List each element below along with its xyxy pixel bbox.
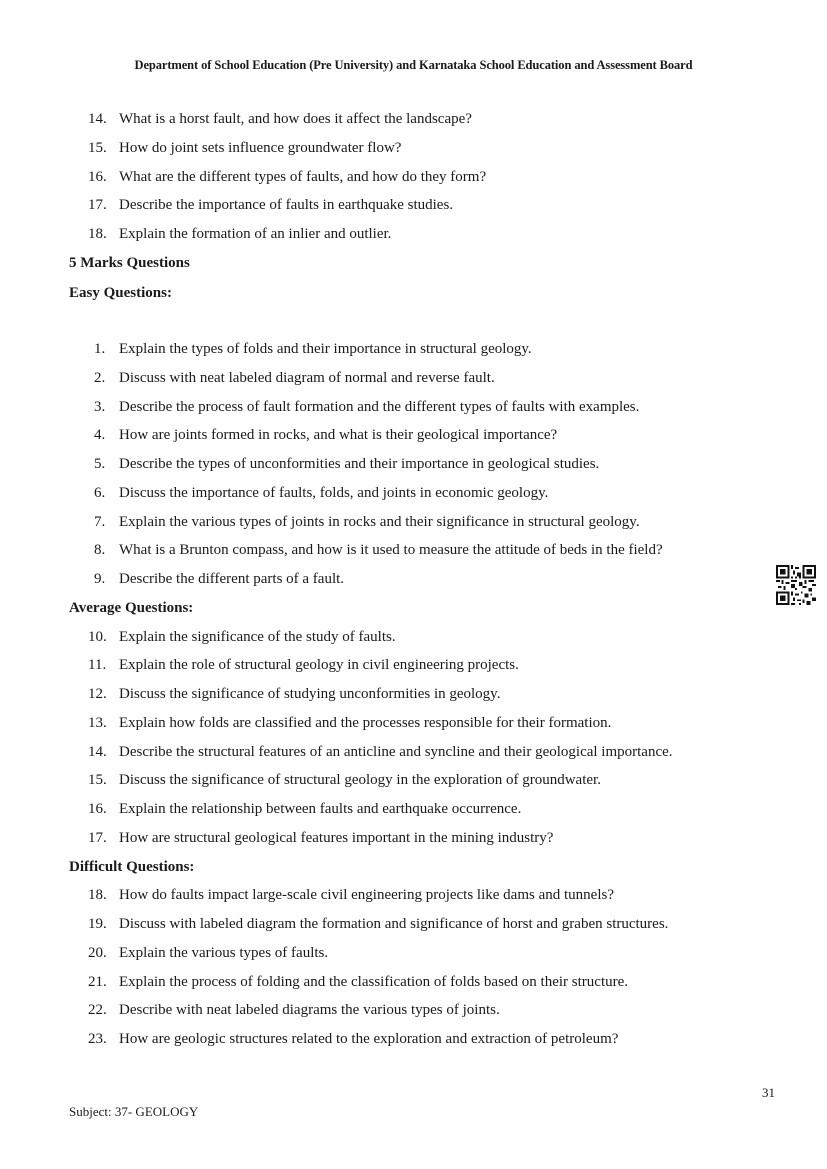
question-text: Describe the different parts of a fault. (119, 571, 345, 587)
question-text: Discuss with neat labeled diagram of normal and reverse fault. (119, 370, 495, 386)
question-number: 8. (94, 542, 106, 558)
question-number: 20. (88, 945, 107, 961)
question-number: 1. (94, 341, 106, 357)
footer-subject: Subject: 37- GEOLOGY (69, 1104, 199, 1119)
question-text: Explain the various types of faults. (119, 945, 329, 961)
page-header-title: Department of School Education (Pre University) and Karnataka School Education and Assessment Board (134, 58, 693, 72)
question-text: Describe the types of unconformities and their importance in geological studies. (119, 456, 600, 472)
question-number: 12. (88, 686, 107, 702)
question-number: 18. (88, 887, 107, 903)
question-number: 3. (94, 399, 106, 415)
question-text: Explain the formation of an inlier and outlier. (119, 226, 392, 242)
question-number: 2. (94, 370, 106, 386)
question-text: Describe the structural features of an anticline and syncline and their geological importance. (119, 744, 673, 760)
question-text: Discuss the significance of structural geology in the exploration of groundwater. (119, 772, 601, 788)
question-text: Explain the types of folds and their importance in structural geology. (119, 341, 532, 357)
question-text: Discuss the significance of studying unconformities in geology. (119, 686, 501, 702)
average-heading: Average Questions: (69, 600, 194, 616)
easy-heading: Easy Questions: (69, 285, 172, 301)
question-number: 18. (88, 226, 107, 242)
question-number: 19. (88, 916, 107, 932)
question-text: Explain the relationship between faults and earthquake occurrence. (119, 801, 522, 817)
question-number: 17. (88, 830, 107, 846)
question-number: 15. (88, 140, 107, 156)
section-title: 5 Marks Questions (69, 255, 190, 271)
question-number: 5. (94, 456, 106, 472)
question-number: 22. (88, 1002, 107, 1018)
question-number: 11. (88, 657, 107, 673)
question-text: Discuss the importance of faults, folds, and joints in economic geology. (119, 485, 549, 501)
question-number: 17. (88, 197, 107, 213)
question-text: Explain the process of folding and the classification of folds based on their structure. (119, 974, 629, 990)
difficult-heading: Difficult Questions: (69, 859, 195, 875)
question-text: Explain the significance of the study of faults. (119, 629, 396, 645)
question-text: What are the different types of faults, and how do they form? (119, 169, 487, 185)
question-number: 14. (88, 111, 107, 127)
question-text: How are joints formed in rocks, and what is their geological importance? (119, 427, 558, 443)
question-number: 23. (88, 1031, 107, 1047)
question-text: How do joint sets influence groundwater flow? (119, 140, 402, 156)
question-text: How are structural geological features important in the mining industry? (119, 830, 554, 846)
question-text: Explain how folds are classified and the processes responsible for their formation. (119, 715, 612, 731)
question-text: Describe the process of fault formation and the different types of faults with examples. (119, 399, 640, 415)
question-number: 10. (88, 629, 107, 645)
question-text: Describe with neat labeled diagrams the various types of joints. (119, 1002, 500, 1018)
question-number: 13. (88, 715, 107, 731)
question-number: 14. (88, 744, 107, 760)
question-number: 9. (94, 571, 106, 587)
question-number: 16. (88, 801, 107, 817)
question-text: Explain the various types of joints in rocks and their significance in structural geology. (119, 514, 640, 530)
question-text: Describe the importance of faults in earthquake studies. (119, 197, 454, 213)
question-number: 7. (94, 514, 106, 530)
question-text: How do faults impact large-scale civil engineering projects like dams and tunnels? (119, 887, 614, 903)
question-text: What is a Brunton compass, and how is it used to measure the attitude of beds in the field? (119, 542, 663, 558)
question-number: 4. (94, 427, 106, 443)
question-number: 16. (88, 169, 107, 185)
question-text: Discuss with labeled diagram the formation and significance of horst and graben structures. (119, 916, 669, 932)
question-number: 6. (94, 485, 106, 501)
question-number: 21. (88, 974, 107, 990)
question-text: What is a horst fault, and how does it affect the landscape? (119, 111, 472, 127)
question-number: 15. (88, 772, 107, 788)
qr-code-icon (776, 565, 816, 605)
question-text: How are geologic structures related to the exploration and extraction of petroleum? (119, 1031, 619, 1047)
page-number: 31 (762, 1085, 775, 1100)
question-text: Explain the role of structural geology in civil engineering projects. (119, 657, 519, 673)
